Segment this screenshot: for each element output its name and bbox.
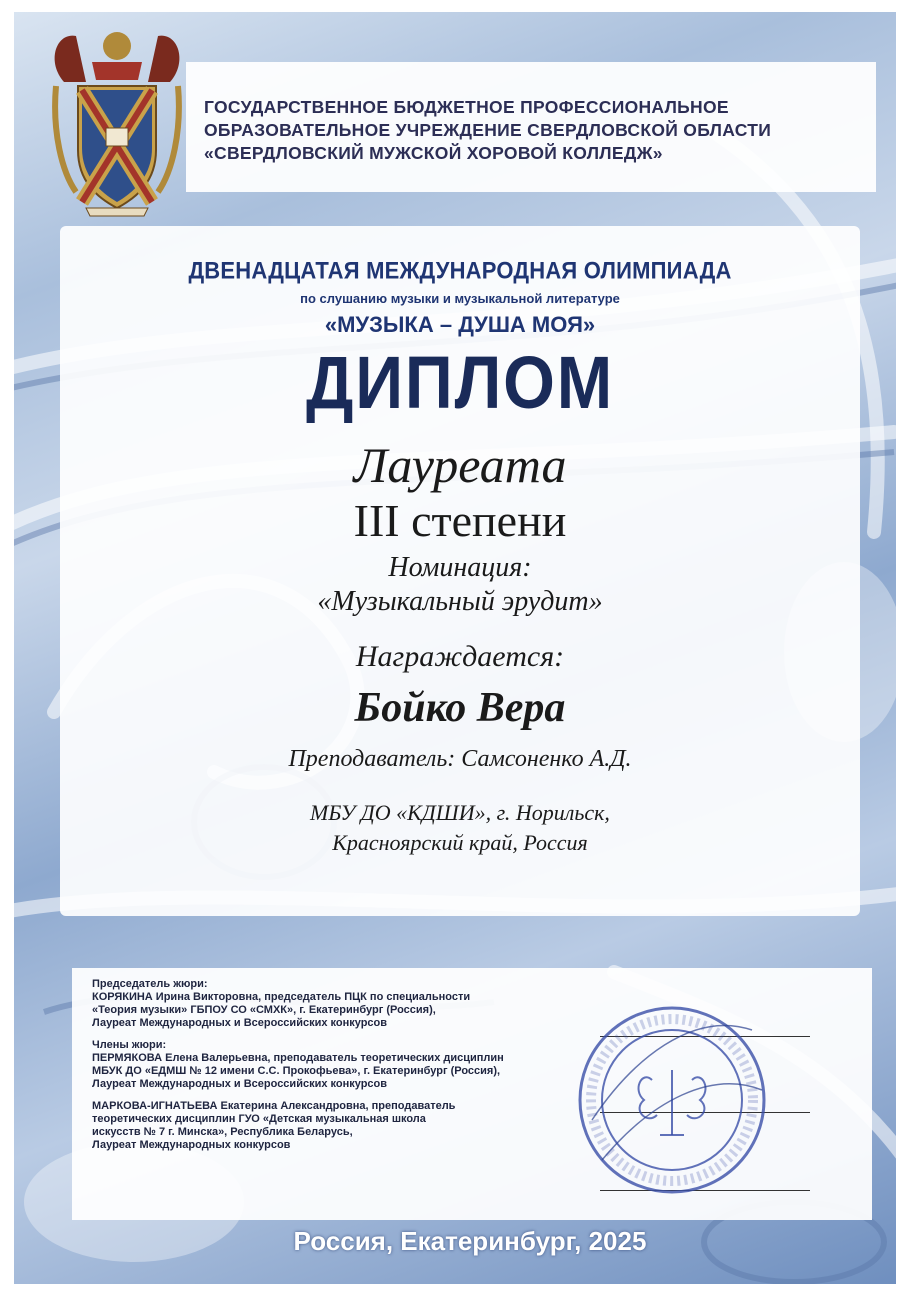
jury-member-1 (92, 1039, 612, 1091)
teacher-line: Преподаватель: Самсоненко А.Д. (288, 746, 632, 772)
school-line: МБУ ДО «КДШИ», г. Норильск, (310, 800, 610, 825)
jury-members-title: Члены жюри: (92, 1039, 167, 1051)
jury-chair-line: Лауреат Международных и Всероссийских конкурсов (92, 1017, 388, 1029)
college-name-line: «СВЕРДЛОВСКИЙ МУЖСКОЙ ХОРОВОЙ КОЛЛЕДЖ» (204, 143, 663, 163)
jury-chair-line: КОРЯКИНА Ирина Викторовна, председатель ПЦК по специальности (92, 991, 471, 1003)
school-line: Красноярский край, Россия (332, 830, 588, 855)
jury-member-line: Лауреат Международных конкурсов (92, 1139, 291, 1151)
jury-member-2 (92, 1100, 612, 1152)
college-name (204, 96, 864, 165)
laureate-label: Лауреата (353, 437, 567, 493)
jury-member-line: теоретических дисциплин ГУО «Детская музыкальная школа (92, 1113, 426, 1125)
college-name-line: ГОСУДАРСТВЕННОЕ БЮДЖЕТНОЕ ПРОФЕССИОНАЛЬНОЕ (204, 97, 729, 117)
jury-chair-line: «Теория музыки» ГБПОУ СО «СМХК», г. Екатеринбург (Россия), (92, 1004, 436, 1016)
official-seal-stamp (572, 1000, 772, 1200)
nomination-value: «Музыкальный эрудит» (317, 586, 603, 617)
nomination-label: Номинация: (388, 552, 532, 583)
jury-member-line: МАРКОВА-ИГНАТЬЕВА Екатерина Александровна, преподаватель (92, 1100, 456, 1112)
coat-of-arms-emblem (46, 22, 188, 218)
jury-member-line: ПЕРМЯКОВА Елена Валерьевна, преподаватель теоретических дисциплин (92, 1052, 504, 1064)
jury-chair (92, 978, 612, 1030)
awarded-label: Награждается: (355, 640, 565, 673)
college-name-line: ОБРАЗОВАТЕЛЬНОЕ УЧРЕЖДЕНИЕ СВЕРДЛОВСКОЙ ОБЛАСТИ (204, 120, 772, 140)
recipient-name: Бойко Вера (354, 685, 566, 731)
jury-member-line: искусств № 7 г. Минска», Республика Беларусь, (92, 1126, 353, 1138)
olympiad-title: ДВЕНАДЦАТАЯ МЕЖДУНАРОДНАЯ ОЛИМПИАДА (188, 256, 732, 284)
city-year-footer: Россия, Екатеринбург, 2025 (293, 1226, 647, 1256)
degree-label: III степени (353, 495, 567, 546)
jury-list (92, 978, 612, 1161)
olympiad-name: «МУЗЫКА – ДУША МОЯ» (324, 312, 596, 337)
jury-member-line: Лауреат Международных и Всероссийских конкурсов (92, 1078, 388, 1090)
olympiad-subtitle: по слушанию музыки и музыкальной литературе (300, 291, 620, 306)
jury-member-line: МБУК ДО «ЕДМШ № 12 имени С.С. Прокофьева», г. Екатеринбург (Россия), (92, 1065, 501, 1077)
jury-chair-title: Председатель жюри: (92, 978, 208, 990)
diploma-heading: ДИПЛОМ (306, 341, 614, 424)
